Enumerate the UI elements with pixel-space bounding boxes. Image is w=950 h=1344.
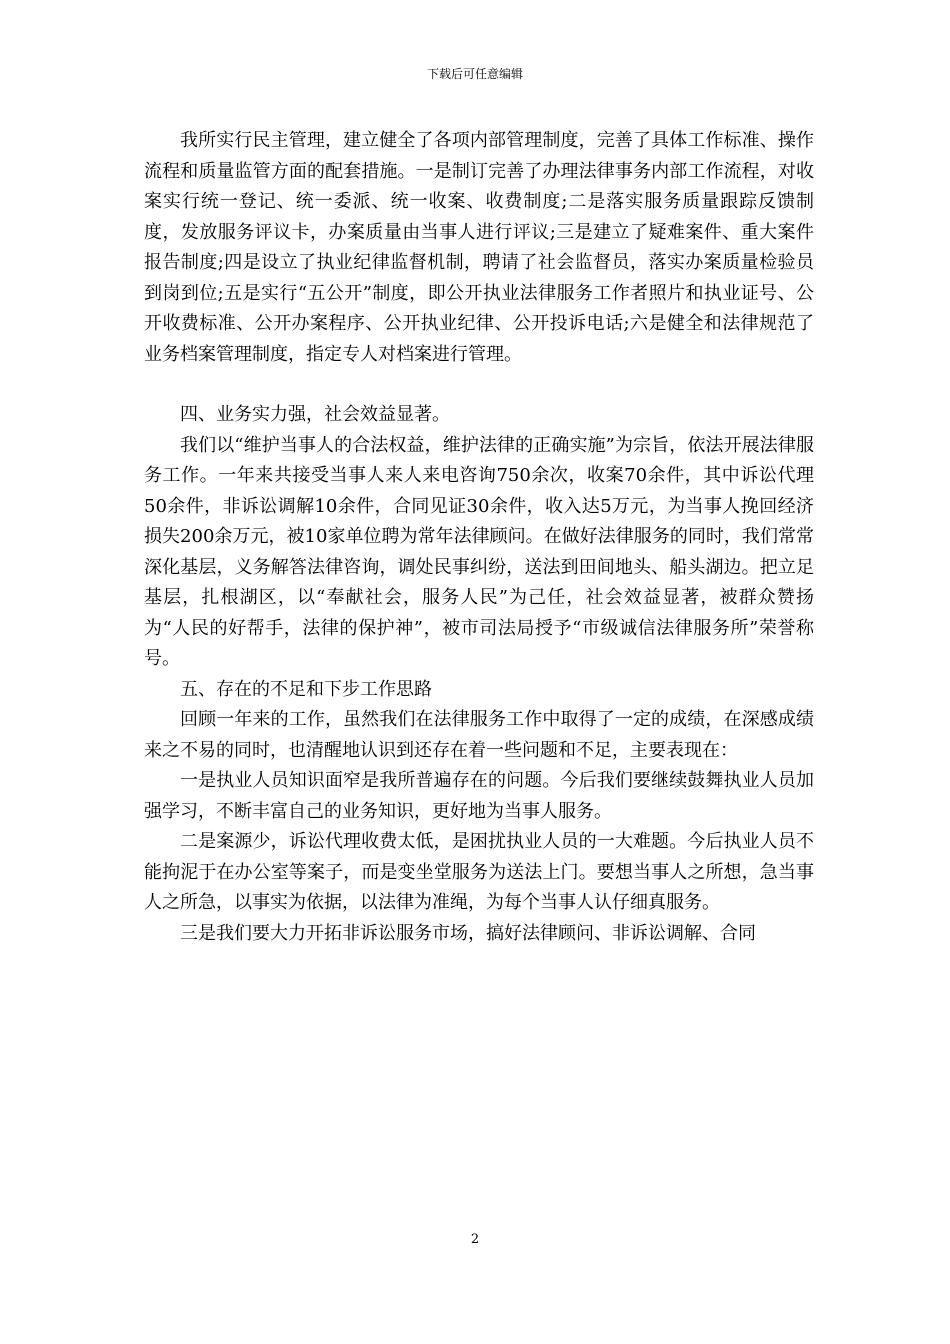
paragraph-issue-one: 一是执业人员知识面窄是我所普遍存在的问题。今后我们要继续鼓舞执业人员加强学习，不断丰富自己的业务知识，更好地为当事人服务。 (144, 770, 814, 822)
page-header: 下载后可任意编辑 (426, 67, 523, 81)
paragraph-review: 回顾一年来的工作，虽然我们在法律服务工作中取得了一定的成绩，在深感成绩来之不易的同时，也清醒地认识到还存在着一些问题和不足，主要表现在： (144, 709, 814, 761)
paragraph-issue-two: 二是案源少，诉讼代理收费太低，是困扰执业人员的一大难题。今后执业人员不能拘泥于在办公室等案子，而是变坐堂服务为送法上门。要想当事人之所想，急当事人之所急，以事实为依据，以法律为准绳，为每个当事人认仔细真服务。 (144, 831, 814, 913)
page-number: 2 (470, 1232, 480, 1247)
paragraph-issue-three: 三是我们要大力开拓非诉讼服务市场，搞好法律顾问、非诉讼调解、合同 (180, 922, 756, 944)
section-heading-shortcomings: 五、存在的不足和下步工作思路 (180, 678, 432, 700)
section-heading-business-strength: 四、业务实力强，社会效益显著。 (180, 404, 450, 425)
paragraph-management-system: 我所实行民主管理，建立健全了各项内部管理制度，完善了具体工作标准、操作流程和质量监管方面的配套措施。一是制订完善了办理法律事务内部工作流程，对收案实行统一登记、统一委派、统一收案、收费制度;二是落实服务质量跟踪反馈制度，发放服务评议卡，办案质量由当事人进行评议;三是建立了疑难案件、重大案件报告制度;四是设立了执业纪律监督机制，聘请了社会监督员，落实办案质量检验员到岗到位;五是实行“五公开”制度，即公开执业法律服务工作者照片和执业证号、公开收费标准、公开办案程序、公开执业纪律、公开投诉电话;六是健全和法律规范了业务档案管理制度，指定专人对档案进行管理。 (144, 130, 814, 365)
paragraph-social-benefit: 我们以“维护当事人的合法权益，维护法律的正确实施”为宗旨，依法开展法律服务工作。一年来共接受当事人来人来电咨询750余次，收案70余件，其中诉讼代理50余件，非诉讼调解10余件，合同见证30余件，收入达5万元，为当事人挽回经济损失200余万元，被10家单位聘为常年法律顾问。在做好法律服务的同时，我们常常深化基层，义务解答法律咨询，调处民事纠纷，送法到田间地头、船头湖边。把立足基层，扎根湖区，以“奉献社会，服务人民”为己任，社会效益显著，被群众赞扬为“人民的好帮手，法律的保护神”，被市司法局授予“市级诚信法律服务所”荣誉称号。 (144, 434, 814, 669)
document-body (144, 126, 814, 949)
